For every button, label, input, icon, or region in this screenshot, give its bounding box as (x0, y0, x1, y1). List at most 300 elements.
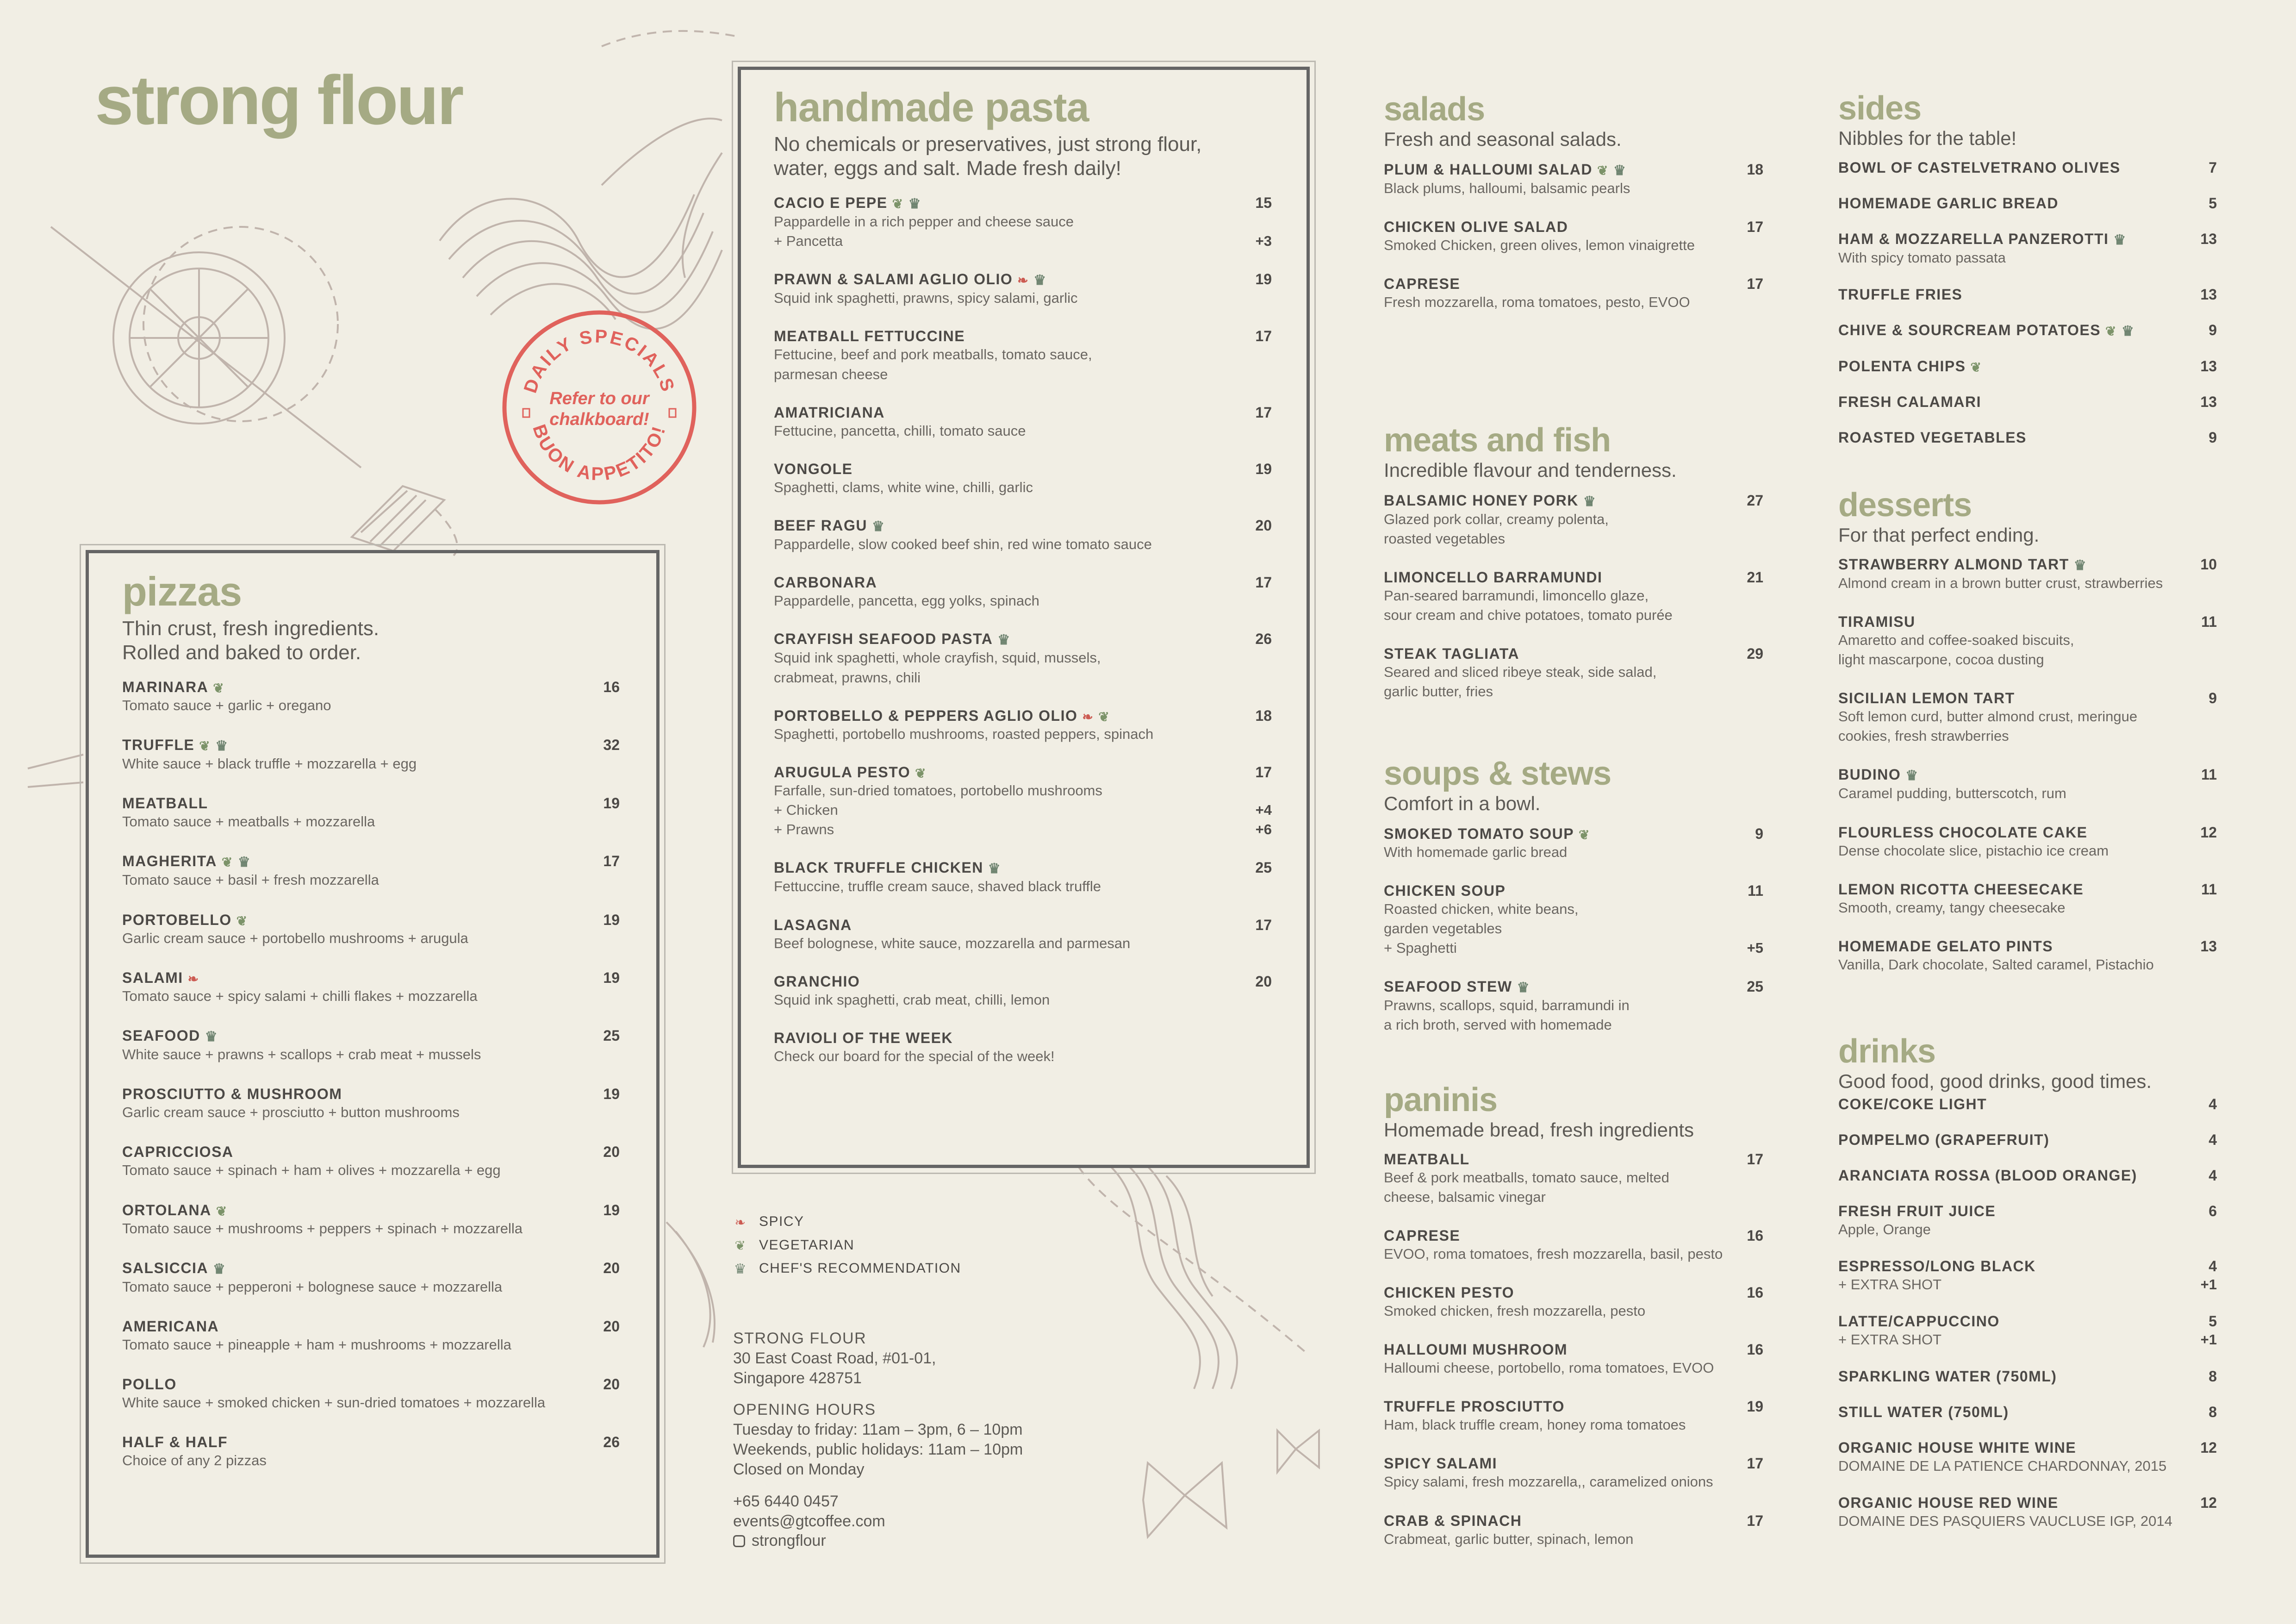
menu-item (1838, 1096, 2217, 1113)
chef-hat-icon: ♛ (2122, 323, 2135, 339)
menu-item (122, 1143, 620, 1180)
menu-item-name-text: STEAK TAGLIATA (1384, 645, 1519, 662)
chef-hat-icon: ♛ (2113, 232, 2127, 248)
menu-item-name (122, 679, 620, 696)
menu-item-extra (1838, 1275, 2217, 1294)
menu-item-name-text: CHICKEN PESTO (1384, 1284, 1515, 1301)
address-block (733, 1329, 1023, 1388)
menu-item-description: Dense chocolate slice, pistachio ice cream (1838, 842, 2109, 859)
menu-item-description: White sauce + prawns + scallops + crab meat + mussels (122, 1046, 481, 1063)
menu-item-name (774, 707, 1272, 725)
menu-item-description: Ham, black truffle cream, honey roma tomatoes (1384, 1417, 1686, 1433)
menu-item (1838, 556, 2217, 593)
pizzas-list (122, 679, 620, 1471)
leaf-icon: ❦ (216, 1204, 228, 1218)
menu-item-name (774, 461, 1272, 478)
menu-item (774, 574, 1272, 611)
leaf-icon: ❦ (892, 196, 904, 211)
menu-item-name (1384, 1284, 1763, 1301)
menu-item (1384, 219, 1763, 255)
menu-item (1838, 1313, 2217, 1349)
menu-item-name-text: CAPRICCIOSA (122, 1143, 234, 1161)
menu-item-description: a rich broth, served with homemade (1384, 1017, 1612, 1033)
menu-item (774, 404, 1272, 441)
menu-item-description: Garlic cream sauce + portobello mushrooms + arugula (122, 930, 468, 946)
menu-item-price: 9 (2209, 690, 2217, 707)
menu-item (122, 679, 620, 715)
menu-item-price: 19 (603, 795, 620, 812)
menu-item (122, 1086, 620, 1122)
menu-item (1384, 275, 1763, 312)
menu-item-name-text: LIMONCELLO BARRAMUNDI (1384, 568, 1603, 586)
stamp-line1: Refer to our (549, 389, 649, 408)
hours-block (733, 1400, 1023, 1479)
menu-item-price: 4 (2209, 1131, 2217, 1148)
meats-subtitle: Incredible flavour and tenderness. (1384, 459, 1677, 481)
fusilli-sketch-bottom (1078, 1167, 1305, 1389)
drinks-section (1838, 1035, 2217, 1549)
menu-item (774, 973, 1272, 1010)
menu-item-name (1838, 1096, 2217, 1113)
menu-item-price: 29 (1747, 645, 1763, 662)
menu-item-price: 19 (603, 911, 620, 928)
menu-item-name-text: HOMEMADE GARLIC BREAD (1838, 194, 2059, 212)
menu-item (1384, 978, 1763, 1035)
menu-item-description: Tomato sauce + meatballs + mozzarella (122, 813, 375, 830)
stamp-line2: chalkboard! (549, 410, 649, 429)
menu-item-name (774, 859, 1272, 877)
pizzas-subtitle (122, 617, 620, 665)
menu-item-name-text: GRANCHIO (774, 973, 860, 990)
menu-item (1384, 1151, 1763, 1207)
menu-item-name (1838, 1404, 2217, 1421)
menu-item-description: Pappardelle, slow cooked beef shin, red wine tomato sauce (774, 536, 1152, 553)
menu-item-price: 8 (2209, 1404, 2217, 1421)
menu-item-name-text: MEATBALL FETTUCCINE (774, 328, 965, 345)
menu-item-name (122, 1376, 620, 1393)
menu-item-description: Choice of any 2 pizzas (122, 1452, 267, 1469)
menu-item (122, 1434, 620, 1470)
menu-item-price: 26 (603, 1434, 620, 1451)
menu-item-description: Beef bolognese, white sauce, mozzarella and parmesan (774, 935, 1131, 951)
menu-item (1384, 645, 1763, 701)
menu-item-extra-text: + EXTRA SHOT (1838, 1331, 1942, 1348)
menu-item-name (1384, 1151, 1763, 1168)
chef-hat-icon: ♛ (997, 632, 1011, 648)
menu-item-name-text: TRUFFLE PROSCIUTTO (1384, 1398, 1565, 1415)
menu-item-description: Smoked Chicken, green olives, lemon vinaigrette (1384, 237, 1695, 253)
menu-item (122, 912, 620, 948)
menu-item-name-text: PLUM & HALLOUMI SALAD (1384, 161, 1593, 178)
menu-item (774, 517, 1272, 554)
menu-item (1838, 613, 2217, 669)
menu-item-name-text: LATTE/CAPPUCCINO (1838, 1312, 2000, 1330)
menu-item-name-text: COKE/COKE LIGHT (1838, 1095, 1987, 1112)
menu-item-price: 7 (2209, 159, 2217, 176)
menu-item (1838, 690, 2217, 746)
menu-item-price: 18 (1747, 161, 1763, 178)
menu-item (774, 271, 1272, 308)
menu-item-name (1384, 1512, 1763, 1530)
chef-hat-icon: ♛ (1033, 273, 1047, 288)
menu-item-description: Tomato sauce + pepperoni + bolognese sauce + mozzarella (122, 1278, 503, 1295)
menu-item-name (122, 1027, 620, 1045)
chili-icon: ❧ (1082, 709, 1094, 724)
menu-item-extra (774, 231, 1272, 251)
menu-item-name (1838, 286, 2217, 303)
menu-item (774, 707, 1272, 744)
instagram-icon (733, 1535, 745, 1547)
menu-item (1838, 286, 2217, 303)
menu-item-name (1384, 275, 1763, 293)
menu-item-name-text: PORTOBELLO & PEPPERS AGLIO OLIO (774, 707, 1078, 724)
menu-item-name (122, 1260, 620, 1277)
menu-item-name (1384, 978, 1763, 996)
menu-item (774, 764, 1272, 840)
menu-item-name (774, 574, 1272, 591)
salads-list (1384, 161, 1763, 312)
menu-item-extra-price: +4 (1255, 802, 1272, 818)
menu-item-description: Pan-seared barramundi, limoncello glaze, (1384, 587, 1649, 604)
menu-item-description: Smoked chicken, fresh mozzarella, pesto (1384, 1303, 1646, 1319)
menu-item-price: 19 (1747, 1398, 1763, 1415)
menu-item-price: 25 (1747, 978, 1763, 995)
menu-item (1384, 1512, 1763, 1549)
menu-item-price: 25 (603, 1027, 620, 1044)
menu-item (1838, 881, 2217, 918)
menu-item-extra-text: + EXTRA SHOT (1838, 1276, 1942, 1293)
menu-item-name (1838, 938, 2217, 955)
menu-item-name-text: CAPRESE (1384, 1227, 1461, 1244)
restaurant-name: STRONG FLOUR (733, 1330, 867, 1347)
menu-item-description: garlic butter, fries (1384, 683, 1493, 700)
menu-item-price: 11 (2201, 766, 2217, 783)
menu-item-price: 9 (1755, 825, 1763, 842)
menu-item-name-text: CHICKEN OLIVE SALAD (1384, 218, 1568, 235)
menu-item-name-text: BEEF RAGU (774, 517, 867, 534)
chef-hat-icon: ♛ (237, 855, 251, 870)
menu-item-price: 5 (2209, 194, 2217, 212)
sides-section (1838, 92, 2217, 465)
salads-subtitle: Fresh and seasonal salads. (1384, 128, 1622, 150)
leaf-icon: ❦ (1579, 827, 1590, 842)
menu-item-name (774, 404, 1272, 421)
leaf-icon: ❦ (1597, 163, 1609, 178)
paninis-list (1384, 1151, 1763, 1549)
menu-item-price: 17 (1255, 404, 1272, 421)
pasta-section (774, 84, 1272, 1086)
menu-item-extra-text: + Spaghetti (1384, 940, 1457, 956)
menu-item-extra-text: + Pancetta (774, 233, 843, 250)
leaf-icon: ❦ (915, 766, 927, 781)
menu-item-description: EVOO, roma tomatoes, fresh mozzarella, basil, pesto (1384, 1245, 1723, 1262)
menu-item-name (1384, 161, 1763, 179)
menu-item-description: Pappardelle in a rich pepper and cheese sauce (774, 213, 1074, 230)
menu-item-extra (1384, 938, 1763, 958)
menu-item-name (1384, 569, 1763, 586)
menu-item-name-text: BOWL OF CASTELVETRANO OLIVES (1838, 159, 2121, 176)
menu-item-extra (1838, 1330, 2217, 1349)
hours-title: OPENING HOURS (733, 1401, 876, 1419)
menu-item-name-text: TRUFFLE (122, 737, 195, 754)
soups-section (1384, 757, 1763, 1056)
menu-item-price: 6 (2209, 1202, 2217, 1219)
desserts-section (1838, 488, 2217, 995)
address-line: 30 East Coast Road, #01-01, (733, 1349, 936, 1367)
menu-item-description: Prawns, scallops, squid, barramundi in (1384, 997, 1630, 1014)
leaf-icon: ❦ (236, 913, 248, 928)
menu-item-name (1838, 231, 2217, 248)
menu-item-name-text: SICILIAN LEMON TART (1838, 690, 2015, 707)
email-address[interactable]: events@gtcoffee.com (733, 1512, 885, 1530)
menu-item-name-text: SPICY SALAMI (1384, 1455, 1497, 1472)
menu-item-price: 9 (2209, 321, 2217, 338)
menu-item (1838, 1439, 2217, 1476)
menu-item (774, 631, 1272, 687)
menu-item-name-text: BALSAMIC HONEY PORK (1384, 492, 1579, 509)
menu-item-name-text: TRUFFLE FRIES (1838, 286, 1963, 303)
menu-item-price: 17 (1255, 916, 1272, 933)
menu-item-description: Vanilla, Dark chocolate, Salted caramel, Pistachio (1838, 956, 2154, 973)
stamp-top-text: DAILY SPECIALS (520, 326, 679, 396)
menu-item (1838, 195, 2217, 212)
icon-legend (730, 1214, 961, 1285)
menu-item-description: Amaretto and coffee-soaked biscuits, (1838, 631, 2074, 648)
menu-item-name (122, 1318, 620, 1335)
menu-item (1384, 569, 1763, 625)
rotelle-sketch (51, 227, 361, 468)
menu-item (774, 461, 1272, 497)
chili-icon: ❧ (1017, 273, 1029, 288)
menu-item-description: Apple, Orange (1838, 1221, 1931, 1237)
menu-item-price: 21 (1747, 568, 1763, 586)
sides-subtitle: Nibbles for the table! (1838, 127, 2017, 149)
menu-item (122, 853, 620, 890)
menu-item (122, 1202, 620, 1238)
menu-item-extra-price: +5 (1747, 940, 1763, 956)
menu-item (1384, 1284, 1763, 1321)
salads-section (1384, 93, 1763, 332)
menu-item-name (1838, 394, 2217, 411)
menu-item-name-text: TIRAMISU (1838, 613, 1916, 630)
contact-block (733, 1492, 1023, 1551)
chef-hat-icon: ♛ (2073, 557, 2087, 573)
menu-item-description: Fresh mozzarella, roma tomatoes, pesto, EVOO (1384, 294, 1690, 310)
hours-line: Weekends, public holidays: 11am – 10pm (733, 1441, 1023, 1459)
menu-item-description: Soft lemon curd, butter almond crust, meringue (1838, 708, 2138, 725)
fusilli-sketch-top (440, 31, 740, 329)
menu-item-description: crabmeat, prawns, chili (774, 669, 921, 686)
chef-hat-icon: ♛ (988, 861, 1002, 877)
menu-item (1838, 159, 2217, 176)
menu-item-name-text: LEMON RICOTTA CHEESECAKE (1838, 881, 2084, 898)
pizzas-section (122, 568, 620, 1492)
menu-item (1838, 322, 2217, 339)
menu-item-price: 12 (2200, 824, 2217, 841)
menu-item-name (774, 1030, 1272, 1047)
menu-item (1838, 766, 2217, 803)
menu-item-extra (774, 820, 1272, 839)
menu-item (1838, 938, 2217, 974)
menu-item-name (122, 1086, 620, 1103)
menu-item-description: Tomato sauce + garlic + oregano (122, 697, 331, 713)
legend-row-chef (730, 1261, 961, 1277)
menu-item-description: garden vegetables (1384, 920, 1502, 937)
menu-item-description: Glazed pork collar, creamy polenta, (1384, 511, 1609, 527)
menu-item-description: Tomato sauce + pineapple + ham + mushrooms + mozzarella (122, 1336, 511, 1353)
menu-item (1838, 429, 2217, 446)
menu-item-name (1838, 881, 2217, 898)
paninis-section (1384, 1083, 1763, 1569)
paninis-subtitle: Homemade bread, fresh ingredients (1384, 1119, 1694, 1141)
menu-item-price: 20 (603, 1318, 620, 1335)
desserts-title: desserts (1838, 487, 1972, 524)
menu-item-description: Crabmeat, garlic butter, spinach, lemon (1384, 1530, 1634, 1547)
menu-item-description: Spaghetti, portobello mushrooms, roasted peppers, spinach (774, 725, 1154, 742)
menu-item-price: 10 (2200, 556, 2217, 573)
menu-item-price: 19 (1255, 460, 1272, 477)
menu-item-price: 15 (1255, 194, 1272, 211)
sides-title: sides (1838, 90, 1922, 127)
menu-item-name-text: AMATRICIANA (774, 404, 885, 421)
menu-item-price: 11 (2201, 613, 2217, 630)
drinks-list (1838, 1096, 2217, 1531)
menu-item-price: 17 (1747, 218, 1763, 235)
menu-item-name-text: ARANCIATA ROSSA (BLOOD ORANGE) (1838, 1167, 2137, 1184)
menu-item-name-text: PROSCIUTTO & MUSHROOM (122, 1086, 342, 1103)
menu-item-extra-price: +1 (2200, 1276, 2217, 1293)
menu-item-name (122, 737, 620, 754)
menu-item-extra (774, 800, 1272, 820)
menu-item (1384, 882, 1763, 958)
menu-item-description: Squid ink spaghetti, prawns, spicy salami, garlic (774, 290, 1078, 306)
menu-item-description: Tomato sauce + spinach + ham + olives + mozzarella + egg (122, 1162, 501, 1179)
menu-item-name (1838, 824, 2217, 841)
menu-item-description: Squid ink spaghetti, crab meat, chilli, lemon (774, 991, 1050, 1008)
menu-item-name (1384, 219, 1763, 236)
pizzas-subtitle-line: Thin crust, fresh ingredients. (122, 617, 380, 640)
menu-item-name-text: CRAYFISH SEAFOOD PASTA (774, 631, 993, 648)
menu-item-name-text: CACIO E PEPE (774, 194, 888, 211)
social-handle[interactable] (733, 1531, 1023, 1551)
menu-item-name (1384, 492, 1763, 510)
menu-item-name (122, 912, 620, 929)
menu-item-name (1838, 1203, 2217, 1220)
legend-row-spicy (730, 1214, 961, 1230)
menu-item-description: Fettuccine, truffle cream sauce, shaved black truffle (774, 878, 1101, 895)
legend-spicy-label: SPICY (759, 1214, 804, 1229)
menu-item-price: 17 (1747, 1512, 1763, 1529)
menu-item-price: 13 (2200, 230, 2217, 247)
menu-item-description: Garlic cream sauce + prosciutto + button mushrooms (122, 1104, 460, 1121)
menu-item-name (774, 973, 1272, 990)
menu-item-price: 17 (1747, 1455, 1763, 1472)
menu-item-name-text: CRAB & SPINACH (1384, 1512, 1522, 1529)
menu-item-name-text: BLACK TRUFFLE CHICKEN (774, 859, 983, 876)
leaf-icon: ❦ (1970, 360, 1982, 375)
svg-text:BUON APPETITO! (529, 422, 670, 484)
pasta-list (774, 194, 1272, 1066)
menu-item-extra-price: +6 (1255, 821, 1272, 838)
menu-item-name-text: FRESH CALAMARI (1838, 393, 1981, 410)
menu-item (122, 795, 620, 831)
daily-specials-stamp (500, 308, 699, 507)
menu-item-name (1384, 1398, 1763, 1415)
menu-item-name-text: CAPRESE (1384, 275, 1461, 292)
menu-item-name-text: AMERICANA (122, 1318, 219, 1335)
menu-item-name (1384, 1341, 1763, 1358)
menu-item-description: cookies, fresh strawberries (1838, 728, 2009, 744)
menu-item-description: sour cream and chive potatoes, tomato purée (1384, 607, 1673, 624)
menu-item-description: Spaghetti, clams, white wine, chilli, garlic (774, 479, 1033, 495)
menu-item-description: Fettucine, beef and pork meatballs, tomato sauce, (774, 346, 1092, 363)
menu-item-description: Tomato sauce + spicy salami + chilli flakes + mozzarella (122, 987, 478, 1004)
chef-hat-icon: ♛ (734, 1261, 747, 1277)
menu-item-price: 16 (1747, 1341, 1763, 1358)
menu-item-description: cheese, balsamic vinegar (1384, 1188, 1546, 1205)
menu-item-name-text: ROASTED VEGETABLES (1838, 429, 2027, 446)
chef-hat-icon: ♛ (871, 519, 885, 535)
menu-item-name-text: POMPELMO (GRAPEFRUIT) (1838, 1131, 2050, 1148)
menu-item-name-text: HAM & MOZZARELLA PANZEROTTI (1838, 230, 2109, 247)
menu-item-price: 12 (2200, 1494, 2217, 1512)
menu-item-name (122, 1143, 620, 1161)
meats-title: meats and fish (1384, 422, 1611, 459)
menu-item-name (1838, 159, 2217, 176)
soups-title: soups & stews (1384, 755, 1612, 792)
desserts-subtitle: For that perfect ending. (1838, 524, 2040, 546)
menu-item-name-text: MEATBALL (1384, 1150, 1470, 1168)
menu-item-description: Black plums, halloumi, balsamic pearls (1384, 180, 1630, 196)
salads-title: salads (1384, 91, 1485, 128)
menu-item-price: 13 (2200, 357, 2217, 375)
menu-item-name-text: CHICKEN SOUP (1384, 882, 1506, 899)
menu-item-name (1838, 429, 2217, 446)
menu-item (122, 737, 620, 774)
menu-item-name-text: FRESH FRUIT JUICE (1838, 1202, 1996, 1219)
menu-item-name-text: HALLOUMI MUSHROOM (1384, 1341, 1568, 1358)
chef-hat-icon: ♛ (1583, 493, 1597, 509)
phone-number[interactable]: +65 6440 0457 (733, 1492, 839, 1510)
menu-item-name (1838, 613, 2217, 631)
menu-item-price: 20 (603, 1259, 620, 1276)
menu-item-price: 17 (1747, 1150, 1763, 1168)
menu-item-name (1838, 322, 2217, 339)
menu-item (1838, 1368, 2217, 1385)
menu-item (1384, 1341, 1763, 1378)
address-line: Singapore 428751 (733, 1369, 862, 1387)
menu-item-description: DOMAINE DES PASQUIERS VAUCLUSE IGP, 2014 (1838, 1513, 2172, 1530)
menu-item (1384, 1227, 1763, 1264)
pasta-subtitle (774, 132, 1272, 181)
menu-item-name-text: MAGHERITA (122, 853, 217, 870)
menu-item-price: 16 (1747, 1227, 1763, 1244)
menu-item-name (1384, 882, 1763, 899)
pizzas-subtitle-line: Rolled and baked to order. (122, 641, 361, 664)
menu-item (1838, 1203, 2217, 1239)
farfalle-sketch (1143, 1430, 1319, 1537)
menu-item-price: 13 (2200, 393, 2217, 410)
menu-item-description: Farfalle, sun-dried tomatoes, portobello mushrooms (774, 782, 1102, 799)
menu-item (774, 859, 1272, 896)
chef-hat-icon: ♛ (1613, 162, 1627, 178)
menu-item-name (1838, 690, 2217, 707)
pasta-subtitle-line: No chemicals or preservatives, just strong flour, (774, 133, 1202, 156)
pizzas-title: pizzas (122, 568, 242, 614)
menu-item-name-text: PORTOBELLO (122, 911, 232, 928)
menu-item-name-text: PRAWN & SALAMI AGLIO OLIO (774, 271, 1013, 288)
menu-item (1838, 231, 2217, 268)
